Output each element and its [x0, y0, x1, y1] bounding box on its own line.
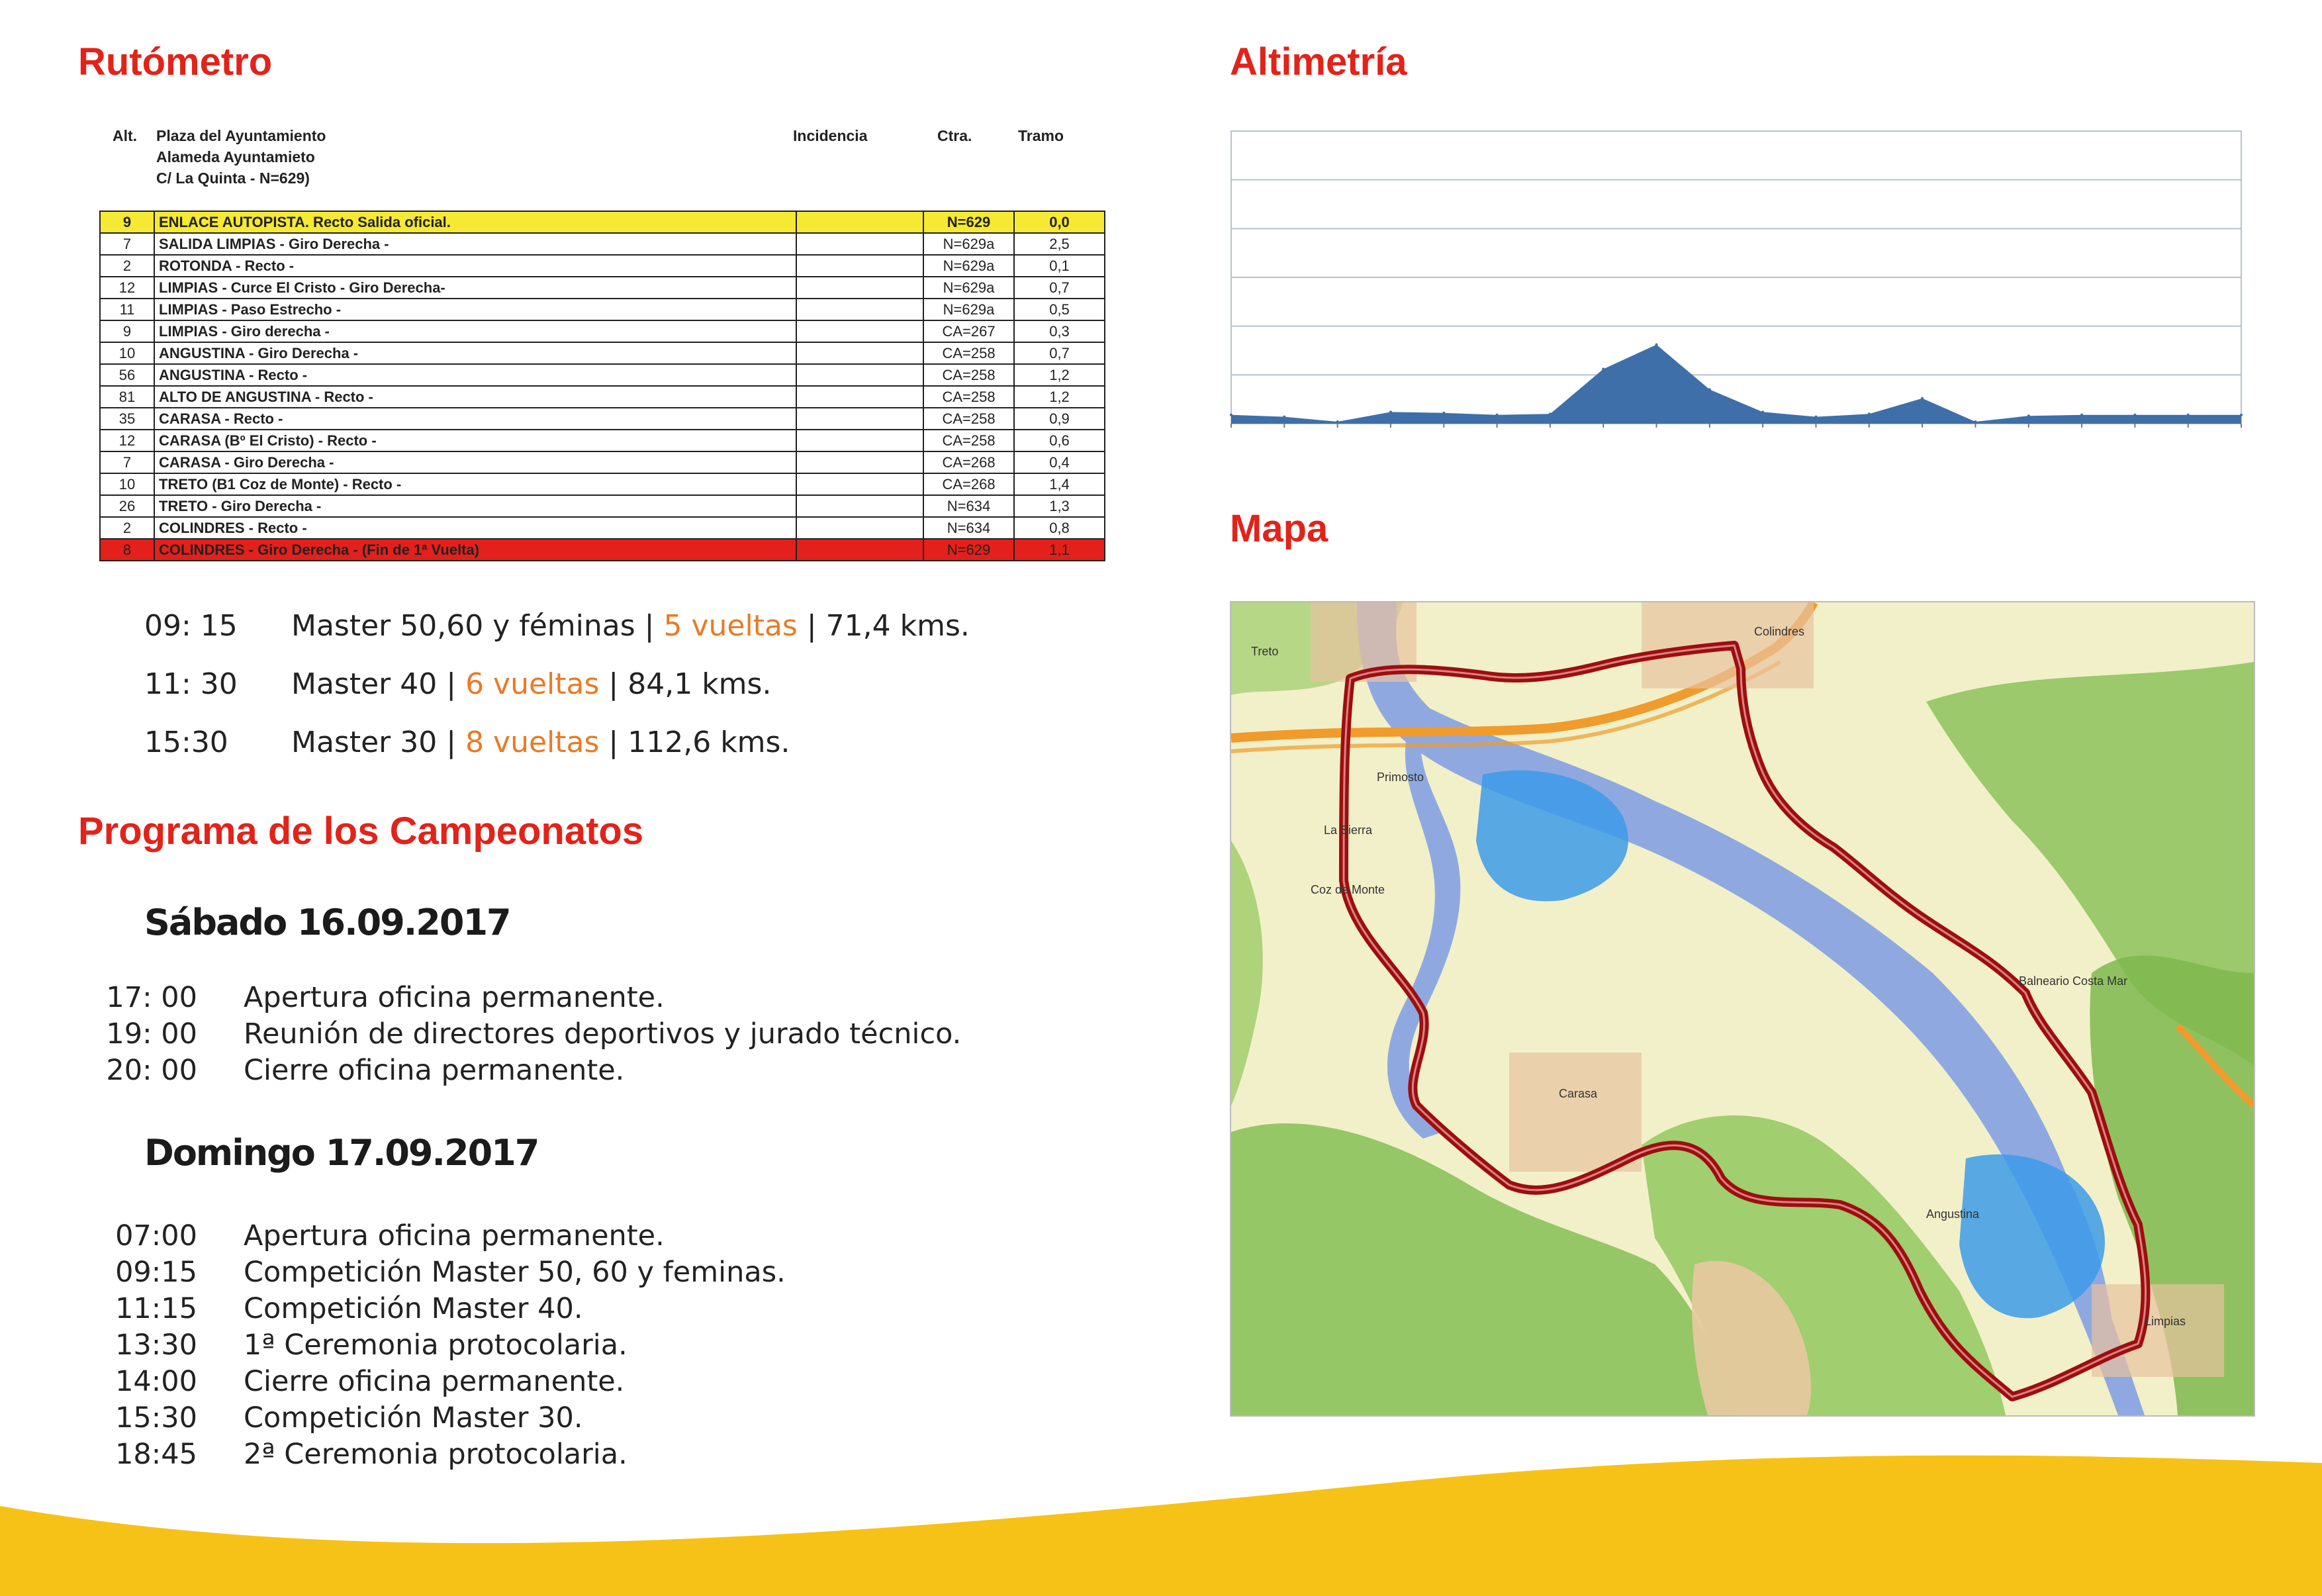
route-road: CA=267 — [923, 320, 1014, 342]
altimetry-point — [1549, 412, 1552, 415]
route-incidence — [796, 342, 923, 364]
schedule-row — [99, 1218, 786, 1254]
race-category: Master 50,60 y féminas — [291, 609, 635, 643]
route-road: N=629a — [923, 233, 1014, 255]
map-label: Angustina — [1926, 1207, 1980, 1221]
event-text: Competición Master 30. — [244, 1401, 583, 1434]
map-label: Primosto — [1377, 771, 1424, 784]
tramo-column-header: Tramo — [1018, 127, 1064, 144]
route-road: N=634 — [923, 517, 1014, 539]
route-row — [100, 539, 1105, 561]
route-description: COLINDRES - Giro Derecha - (Fin de 1ª Vuelta) — [154, 539, 796, 561]
race-line — [144, 667, 771, 701]
schedule-row — [99, 1254, 786, 1291]
altimetry-point — [1814, 416, 1817, 418]
event-time: 17: 00 — [106, 981, 197, 1014]
route-description: SALIDA LIMPIAS - Giro Derecha - — [154, 233, 796, 255]
race-distance: 112,6 kms. — [627, 726, 790, 759]
route-incidence — [796, 320, 923, 342]
route-row — [100, 342, 1105, 364]
route-row — [100, 430, 1105, 451]
route-row — [100, 495, 1105, 517]
route-altitude: 10 — [100, 342, 154, 364]
race-distance: 84,1 kms. — [627, 667, 772, 701]
altimetry-point — [1230, 414, 1232, 416]
altimetry-point — [1974, 420, 1976, 423]
altimetry-point — [1336, 420, 1339, 423]
incidencia-column-header: Incidencia — [793, 127, 868, 144]
event-time: 19: 00 — [106, 1017, 197, 1051]
route-altitude: 2 — [100, 255, 154, 277]
route-incidence — [796, 451, 923, 473]
separator: | — [806, 609, 817, 643]
route-road: N=629 — [923, 539, 1014, 561]
altimetry-point — [1283, 416, 1285, 418]
event-text: 2ª Ceremonia protocolaria. — [244, 1438, 627, 1471]
route-altitude: 56 — [100, 364, 154, 386]
map-label: Treto — [1251, 645, 1279, 658]
route-incidence — [796, 299, 923, 320]
route-incidence — [796, 364, 923, 386]
route-distance: 1,2 — [1014, 364, 1105, 386]
day-title: Sábado 16.09.2017 — [144, 902, 510, 943]
day-title: Domingo 17.09.2017 — [144, 1132, 539, 1174]
route-altitude: 9 — [100, 211, 154, 233]
route-description: CARASA - Giro Derecha - — [154, 451, 796, 473]
event-time: 20: 00 — [106, 1054, 197, 1087]
race-laps: 6 vueltas — [465, 667, 600, 701]
separator: | — [608, 726, 619, 759]
route-altitude: 26 — [100, 495, 154, 517]
route-description: TRETO - Giro Derecha - — [154, 495, 796, 517]
race-time: 11: 30 — [144, 667, 238, 701]
race-category: Master 30 — [291, 726, 438, 759]
start-line-3: C/ La Quinta - N=629) — [156, 169, 310, 187]
route-road: N=634 — [923, 495, 1014, 517]
route-incidence — [796, 211, 923, 233]
route-road: CA=258 — [923, 342, 1014, 364]
route-incidence — [796, 495, 923, 517]
map-label: Coz de Monte — [1311, 883, 1385, 896]
alt-column-header: Alt. — [113, 127, 138, 144]
route-description: LIMPIAS - Paso Estrecho - — [154, 299, 796, 320]
event-text: Apertura oficina permanente. — [244, 981, 665, 1014]
route-distance: 1,2 — [1014, 386, 1105, 408]
route-distance: 0,3 — [1014, 320, 1105, 342]
event-time: 13:30 — [115, 1329, 197, 1362]
route-distance: 0,1 — [1014, 255, 1105, 277]
event-text: Competición Master 50, 60 y feminas. — [244, 1256, 786, 1289]
race-time: 15:30 — [144, 726, 228, 759]
route-table-header — [99, 127, 1092, 200]
route-row — [100, 451, 1105, 473]
route-road: CA=258 — [923, 430, 1014, 451]
event-time: 07:00 — [115, 1219, 197, 1252]
schedule-row — [99, 1053, 961, 1089]
route-description: TRETO (B1 Coz de Monte) - Recto - — [154, 473, 796, 495]
route-altitude: 11 — [100, 299, 154, 320]
map-label: La Sierra — [1324, 823, 1373, 837]
event-text: Competición Master 40. — [244, 1292, 583, 1325]
route-row — [100, 299, 1105, 320]
route-altitude: 7 — [100, 233, 154, 255]
event-time: 15:30 — [115, 1401, 197, 1434]
schedule-row — [99, 1291, 786, 1327]
route-road: N=629a — [923, 299, 1014, 320]
altimetry-point — [2187, 414, 2190, 416]
separator: | — [608, 667, 619, 701]
route-distance: 1,4 — [1014, 473, 1105, 495]
map-label: Carasa — [1559, 1087, 1598, 1100]
race-category: Master 40 — [291, 667, 438, 701]
route-description: ROTONDA - Recto - — [154, 255, 796, 277]
altimetry-point — [2133, 414, 2136, 416]
route-row — [100, 233, 1105, 255]
route-road: CA=268 — [923, 473, 1014, 495]
altimetry-point — [1655, 344, 1658, 346]
route-incidence — [796, 517, 923, 539]
altimetry-point — [1921, 397, 1924, 400]
route-distance: 0,0 — [1014, 211, 1105, 233]
route-description: LIMPIAS - Curce El Cristo - Giro Derecha- — [154, 277, 796, 299]
schedule-row — [99, 980, 961, 1016]
route-row — [100, 517, 1105, 539]
route-incidence — [796, 386, 923, 408]
route-description: ALTO DE ANGUSTINA - Recto - — [154, 386, 796, 408]
route-description: LIMPIAS - Giro derecha - — [154, 320, 796, 342]
altimetry-point — [2080, 414, 2083, 416]
route-distance: 0,4 — [1014, 451, 1105, 473]
route-road: CA=258 — [923, 386, 1014, 408]
wave-shape — [0, 1456, 2322, 1596]
route-road: CA=258 — [923, 408, 1014, 430]
route-altitude: 7 — [100, 451, 154, 473]
day-schedule — [99, 980, 961, 1089]
route-description: ANGUSTINA - Giro Derecha - — [154, 342, 796, 364]
route-distance: 1,1 — [1014, 539, 1105, 561]
race-laps: 5 vueltas — [663, 609, 798, 643]
route-heading: Rutómetro — [78, 40, 273, 83]
map-label: Limpias — [2145, 1315, 2186, 1328]
route-row — [100, 364, 1105, 386]
route-incidence — [796, 430, 923, 451]
altimetry-heading: Altimetría — [1230, 40, 1407, 83]
start-line-1: Plaza del Ayuntamiento — [156, 127, 326, 144]
route-distance: 1,3 — [1014, 495, 1105, 517]
route-road: CA=268 — [923, 451, 1014, 473]
route-row — [100, 277, 1105, 299]
schedule-row — [99, 1016, 961, 1053]
race-time: 09: 15 — [144, 609, 238, 643]
route-row — [100, 211, 1105, 233]
route-road: N=629a — [923, 255, 1014, 277]
route-incidence — [796, 255, 923, 277]
route-altitude: 9 — [100, 320, 154, 342]
start-line-2: Alameda Ayuntamieto — [156, 148, 315, 165]
event-text: Reunión de directores deportivos y jurado técnico. — [244, 1017, 962, 1051]
route-distance: 0,8 — [1014, 517, 1105, 539]
altimetry-point — [1708, 388, 1711, 391]
route-incidence — [796, 233, 923, 255]
route-distance: 0,6 — [1014, 430, 1105, 451]
route-incidence — [796, 277, 923, 299]
program-heading: Programa de los Campeonatos — [78, 810, 644, 853]
route-altitude: 8 — [100, 539, 154, 561]
separator: | — [644, 609, 655, 643]
altimetry-area — [1231, 345, 2241, 424]
route-distance: 2,5 — [1014, 233, 1105, 255]
route-altitude: 12 — [100, 430, 154, 451]
race-distance: 71,4 kms. — [825, 609, 970, 643]
route-road: N=629a — [923, 277, 1014, 299]
ctra-column-header: Ctra. — [937, 127, 972, 144]
route-incidence — [796, 473, 923, 495]
route-altitude: 35 — [100, 408, 154, 430]
route-row — [100, 255, 1105, 277]
route-altitude: 12 — [100, 277, 154, 299]
footer-wave — [0, 1423, 2322, 1596]
altimetry-point — [1389, 410, 1392, 413]
route-distance: 0,7 — [1014, 342, 1105, 364]
altimetry-point — [1602, 367, 1604, 370]
map-heading: Mapa — [1230, 507, 1328, 550]
route-distance: 0,7 — [1014, 277, 1105, 299]
route-row — [100, 386, 1105, 408]
town-area — [2092, 1284, 2224, 1377]
route-incidence — [796, 408, 923, 430]
route-road: N=629 — [923, 211, 1014, 233]
schedule-row — [99, 1327, 786, 1364]
race-line — [144, 726, 790, 759]
altimetry-point — [1868, 412, 1871, 415]
town-area — [1509, 1053, 1642, 1172]
route-altitude: 10 — [100, 473, 154, 495]
event-time: 09:15 — [115, 1256, 197, 1289]
route-row — [100, 408, 1105, 430]
event-time: 11:15 — [115, 1292, 197, 1325]
altimetry-point — [1442, 412, 1445, 414]
event-text: Cierre oficina permanente. — [244, 1365, 625, 1398]
route-incidence — [796, 539, 923, 561]
altimetry-point — [1761, 410, 1764, 413]
route-description: CARASA - Recto - — [154, 408, 796, 430]
map-label: Balneario Costa Mar — [2019, 974, 2128, 988]
altimetry-point — [2027, 414, 2030, 417]
route-altitude: 2 — [100, 517, 154, 539]
route-description: ENLACE AUTOPISTA. Recto Salida oficial. — [154, 211, 796, 233]
route-description: COLINDRES - Recto - — [154, 517, 796, 539]
route-row — [100, 473, 1105, 495]
route-description: ANGUSTINA - Recto - — [154, 364, 796, 386]
altimetry-point — [2240, 414, 2243, 416]
route-distance: 0,9 — [1014, 408, 1105, 430]
race-line — [144, 609, 970, 643]
route-road: CA=258 — [923, 364, 1014, 386]
schedule-row — [99, 1364, 786, 1400]
event-time: 14:00 — [115, 1365, 197, 1398]
event-time: 18:45 — [115, 1438, 197, 1471]
separator: | — [446, 726, 457, 759]
separator: | — [446, 667, 457, 701]
altimetry-chart — [1230, 130, 2249, 428]
event-text: Apertura oficina permanente. — [244, 1219, 665, 1252]
route-row — [100, 320, 1105, 342]
event-text: 1ª Ceremonia protocolaria. — [244, 1329, 627, 1362]
route-altitude: 81 — [100, 386, 154, 408]
map-label: Colindres — [1754, 625, 1805, 638]
event-text: Cierre oficina permanente. — [244, 1054, 625, 1087]
altimetry-point — [1496, 414, 1499, 416]
route-map[interactable] — [1230, 601, 2255, 1417]
race-laps: 8 vueltas — [465, 726, 600, 759]
route-description: CARASA (Bº El Cristo) - Recto - — [154, 430, 796, 451]
route-table — [99, 211, 1105, 561]
route-distance: 0,5 — [1014, 299, 1105, 320]
